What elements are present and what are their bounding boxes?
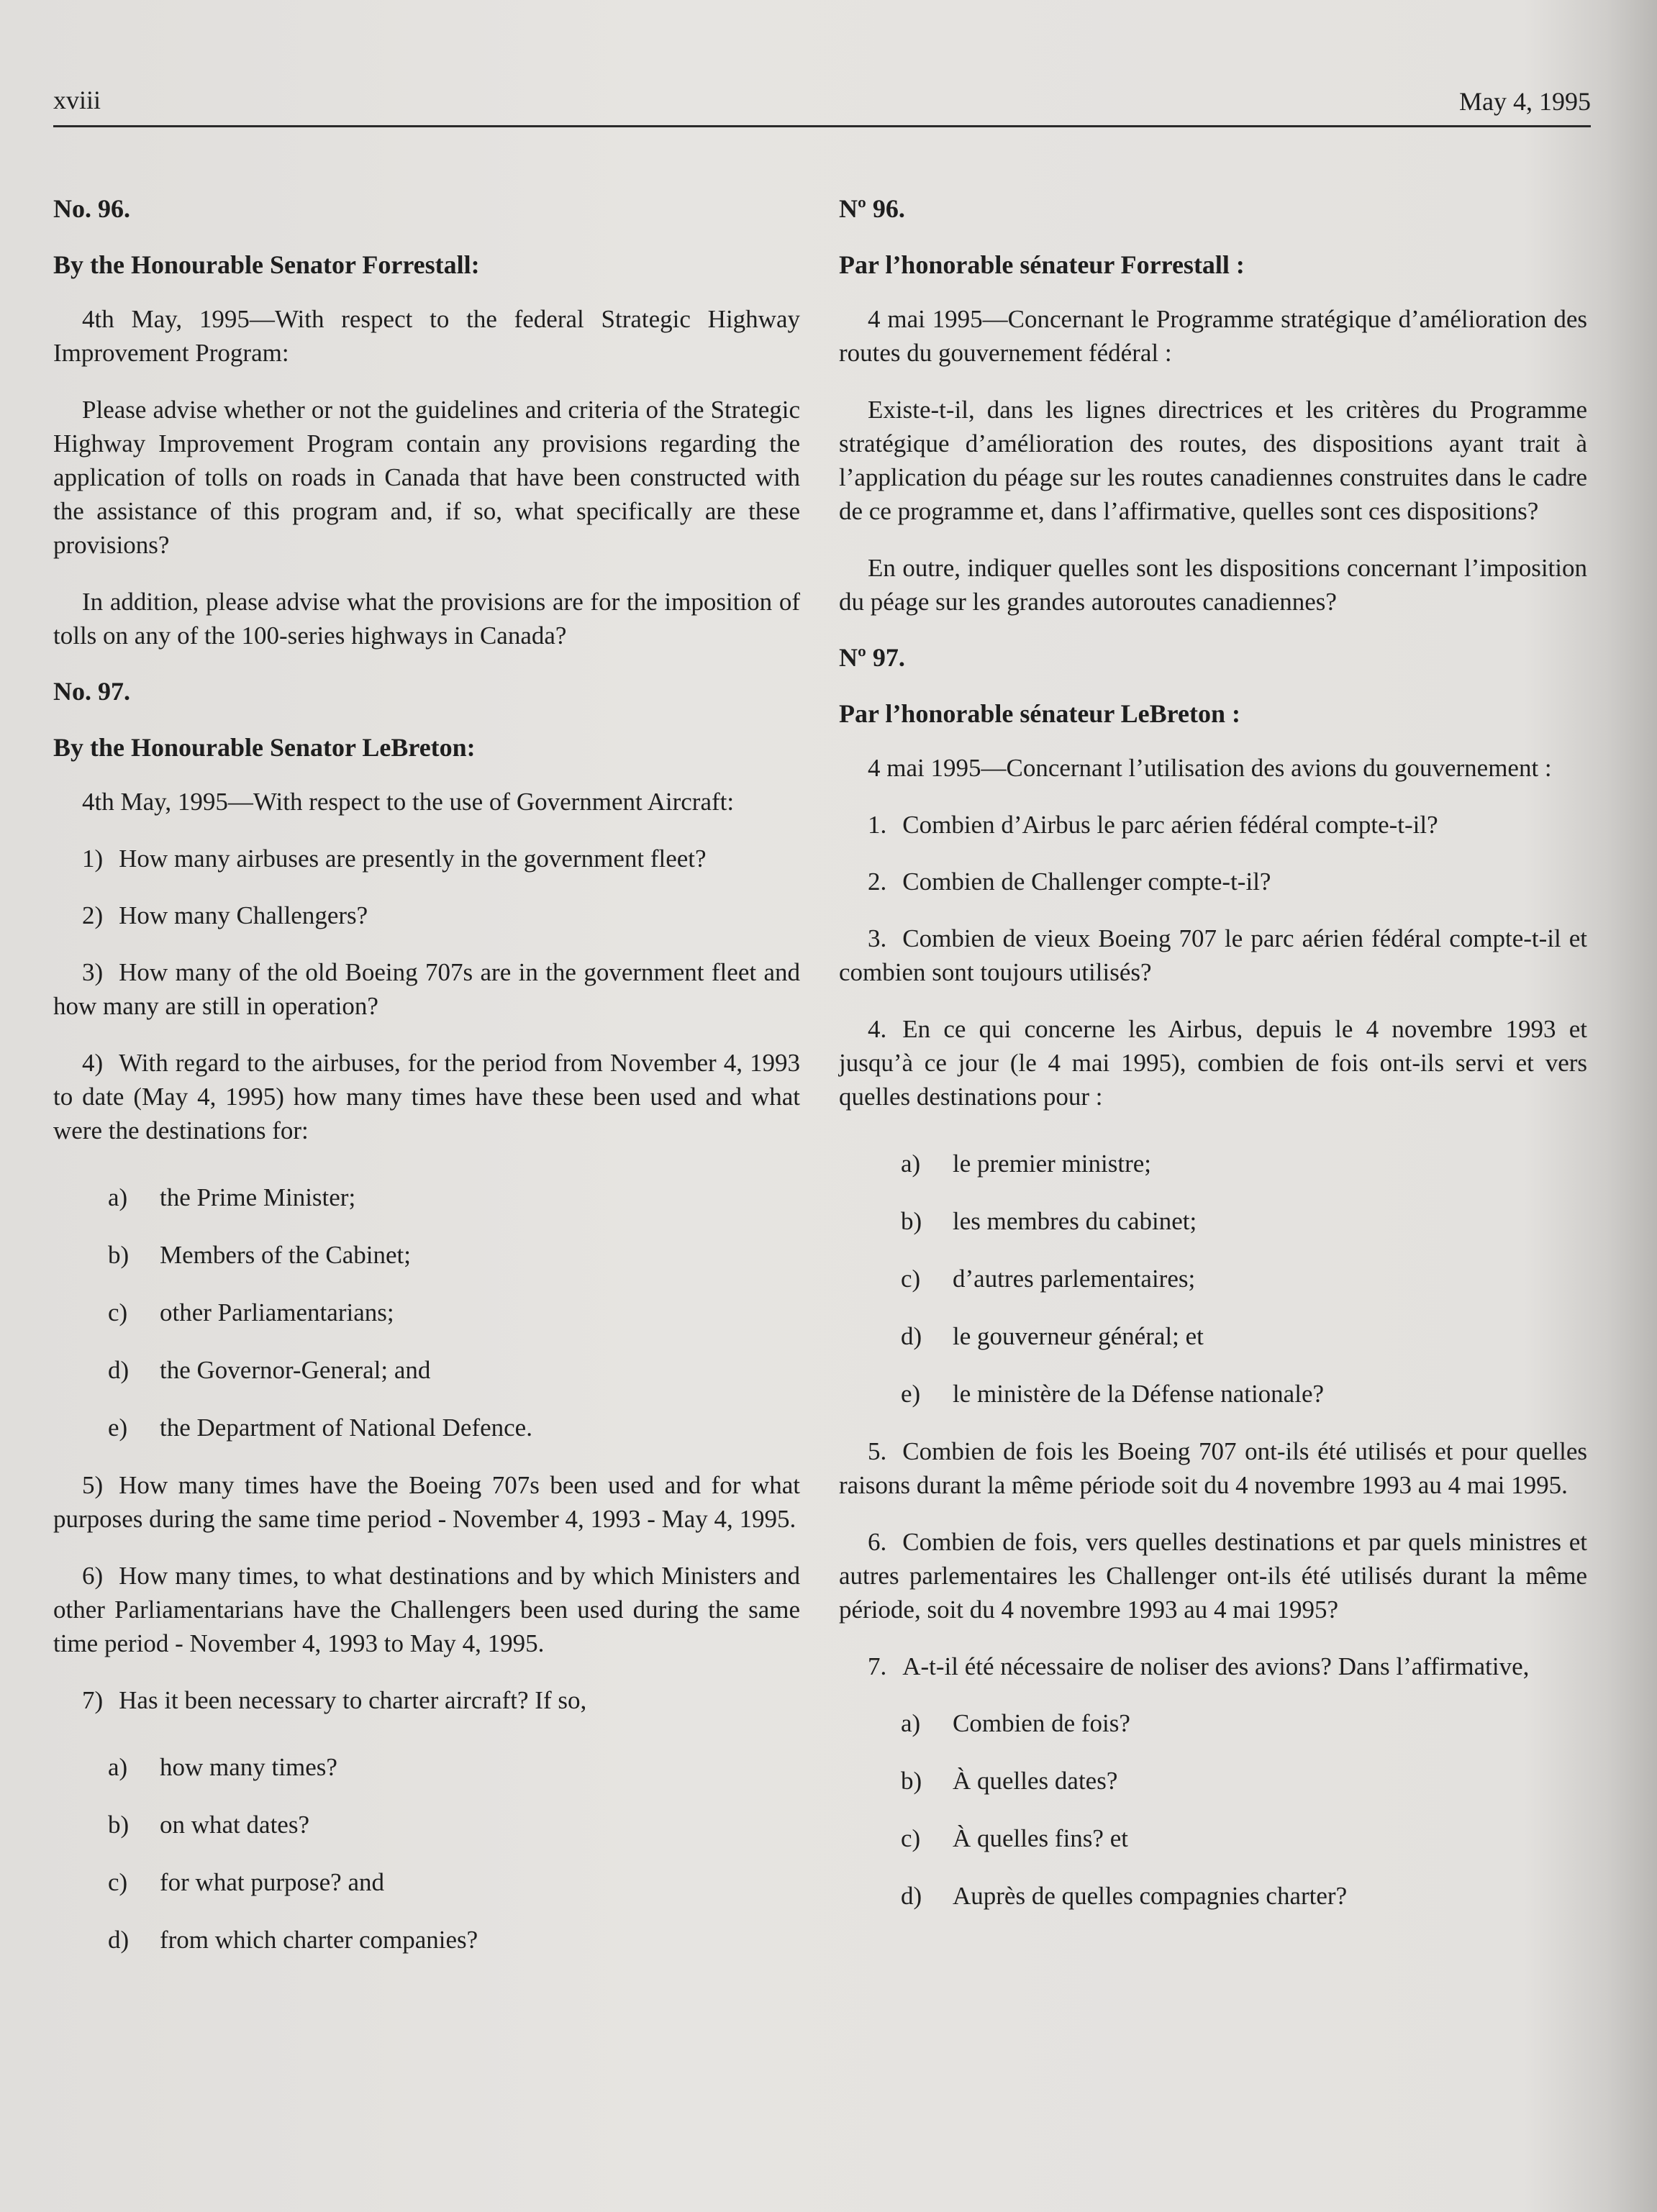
sub-item: a) the Prime Minister;: [108, 1183, 356, 1211]
question-intro: 4 mai 1995—Concernant le Programme stratégique d’amélioration des routes du gouvernement fédéral :: [839, 305, 1587, 367]
question-author: Par l’honorable sénateur LeBreton :: [839, 699, 1240, 728]
sub-item: c) other Parliamentarians;: [108, 1298, 394, 1326]
question-paragraph: En outre, indiquer quelles sont les dispositions concernant l’imposition du péage sur les grandes autoroutes canadiennes?: [839, 554, 1587, 616]
question-number: Nº 97.: [839, 643, 905, 672]
header-rule: [53, 125, 1591, 127]
question-item: 6) How many times, to what destinations and by which Ministers and other Parliamentarians have the Challengers been used during the same time period - November 4, 1993 to May 4, 1995.: [53, 1562, 800, 1657]
question-item: 7. A-t-il été nécessaire de noliser des avions? Dans l’affirmative,: [868, 1652, 1530, 1680]
sub-item: d) le gouverneur général; et: [901, 1322, 1204, 1350]
sub-item: b) Members of the Cabinet;: [108, 1241, 411, 1269]
question-item: 5. Combien de fois les Boeing 707 ont-ils été utilisés et pour quelles raisons durant la même période soit du 4 novembre 1993 au 4 mai 1995.: [839, 1437, 1587, 1499]
english-column: [53, 193, 800, 1980]
sub-item: c) d’autres parlementaires;: [901, 1265, 1196, 1293]
question-item: 1. Combien d’Airbus le parc aérien fédéral compte-t-il?: [868, 811, 1438, 839]
sub-item: c) À quelles fins? et: [901, 1824, 1128, 1852]
page-number: xviii: [53, 86, 101, 114]
sub-item: e) le ministère de la Défense nationale?: [901, 1380, 1325, 1408]
question-item: 4. En ce qui concerne les Airbus, depuis le 4 novembre 1993 et jusqu’à ce jour (le 4 mai 1995), combien de fois ont-ils servi et vers quelles destinations pour :: [839, 1015, 1587, 1111]
question-item: 5) How many times have the Boeing 707s been used and for what purposes during the same time period - November 4, 1993 - May 4, 1995.: [53, 1471, 800, 1533]
sub-item: d) the Governor-General; and: [108, 1356, 431, 1384]
question-number: No. 96.: [53, 194, 130, 223]
question-intro: 4th May, 1995—With respect to the use of Government Aircraft:: [82, 788, 735, 816]
sub-item: a) Combien de fois?: [901, 1709, 1130, 1737]
question-paragraph: Existe-t-il, dans les lignes directrices et les critères du Programme stratégique d’amélioration des routes, des dispositions ayant trait à l’application du péage sur les routes canadiennes construites dans le cadre de ce programme et, dans l’affirmative, quelles sont ces dispositions?: [839, 396, 1587, 525]
question-number: No. 97.: [53, 677, 130, 706]
question-number: Nº 96.: [839, 194, 905, 223]
question-paragraph: In addition, please advise what the provisions are for the imposition of tolls on any of the 100-series highways in Canada?: [53, 588, 800, 650]
question-item: 3) How many of the old Boeing 707s are in the government fleet and how many are still in operation?: [53, 958, 800, 1020]
question-item: 3. Combien de vieux Boeing 707 le parc aérien fédéral compte-t-il et combien sont toujours utilisés?: [839, 924, 1587, 986]
question-author: By the Honourable Senator LeBreton:: [53, 733, 476, 762]
question-item: 7) Has it been necessary to charter aircraft? If so,: [82, 1686, 587, 1714]
question-author: By the Honourable Senator Forrestall:: [53, 250, 480, 279]
question-item: 4) With regard to the airbuses, for the period from November 4, 1993 to date (May 4, 1995) how many times have these been used and what were the destinations for:: [53, 1049, 800, 1144]
sub-item: c) for what purpose? and: [108, 1868, 384, 1896]
question-author: Par l’honorable sénateur Forrestall :: [839, 250, 1245, 279]
question-item: 2. Combien de Challenger compte-t-il?: [868, 868, 1271, 896]
question-intro: 4 mai 1995—Concernant l’utilisation des avions du gouvernement :: [868, 754, 1552, 782]
sub-item: b) on what dates?: [108, 1811, 309, 1839]
sub-item: a) how many times?: [108, 1753, 337, 1781]
question-item: 6. Combien de fois, vers quelles destinations et par quels ministres et autres parlementaires les Challenger ont-ils été utilisés durant la même période, soit du 4 novembre 1993 au 4 mai 1995?: [839, 1528, 1587, 1624]
question-item: 1) How many airbuses are presently in the government fleet?: [82, 845, 707, 873]
question-intro: 4th May, 1995—With respect to the federal Strategic Highway Improvement Program:: [53, 305, 800, 367]
sub-item: b) les membres du cabinet;: [901, 1207, 1197, 1235]
sub-item: d) Auprès de quelles compagnies charter?: [901, 1882, 1348, 1910]
french-column: [839, 193, 1587, 1936]
sub-item: a) le premier ministre;: [901, 1150, 1152, 1178]
question-item: 2) How many Challengers?: [82, 901, 368, 929]
page-date: May 4, 1995: [1459, 87, 1591, 116]
question-paragraph: Please advise whether or not the guidelines and criteria of the Strategic Highway Improvement Program contain any provisions regarding the application of tolls on roads in Canada that have been constructed with the assistance of this program and, if so, what specifically are these provisions?: [53, 396, 800, 559]
page-header: [53, 85, 1591, 122]
sub-item: e) the Department of National Defence.: [108, 1414, 532, 1442]
sub-item: b) À quelles dates?: [901, 1767, 1118, 1795]
sub-item: d) from which charter companies?: [108, 1926, 478, 1954]
